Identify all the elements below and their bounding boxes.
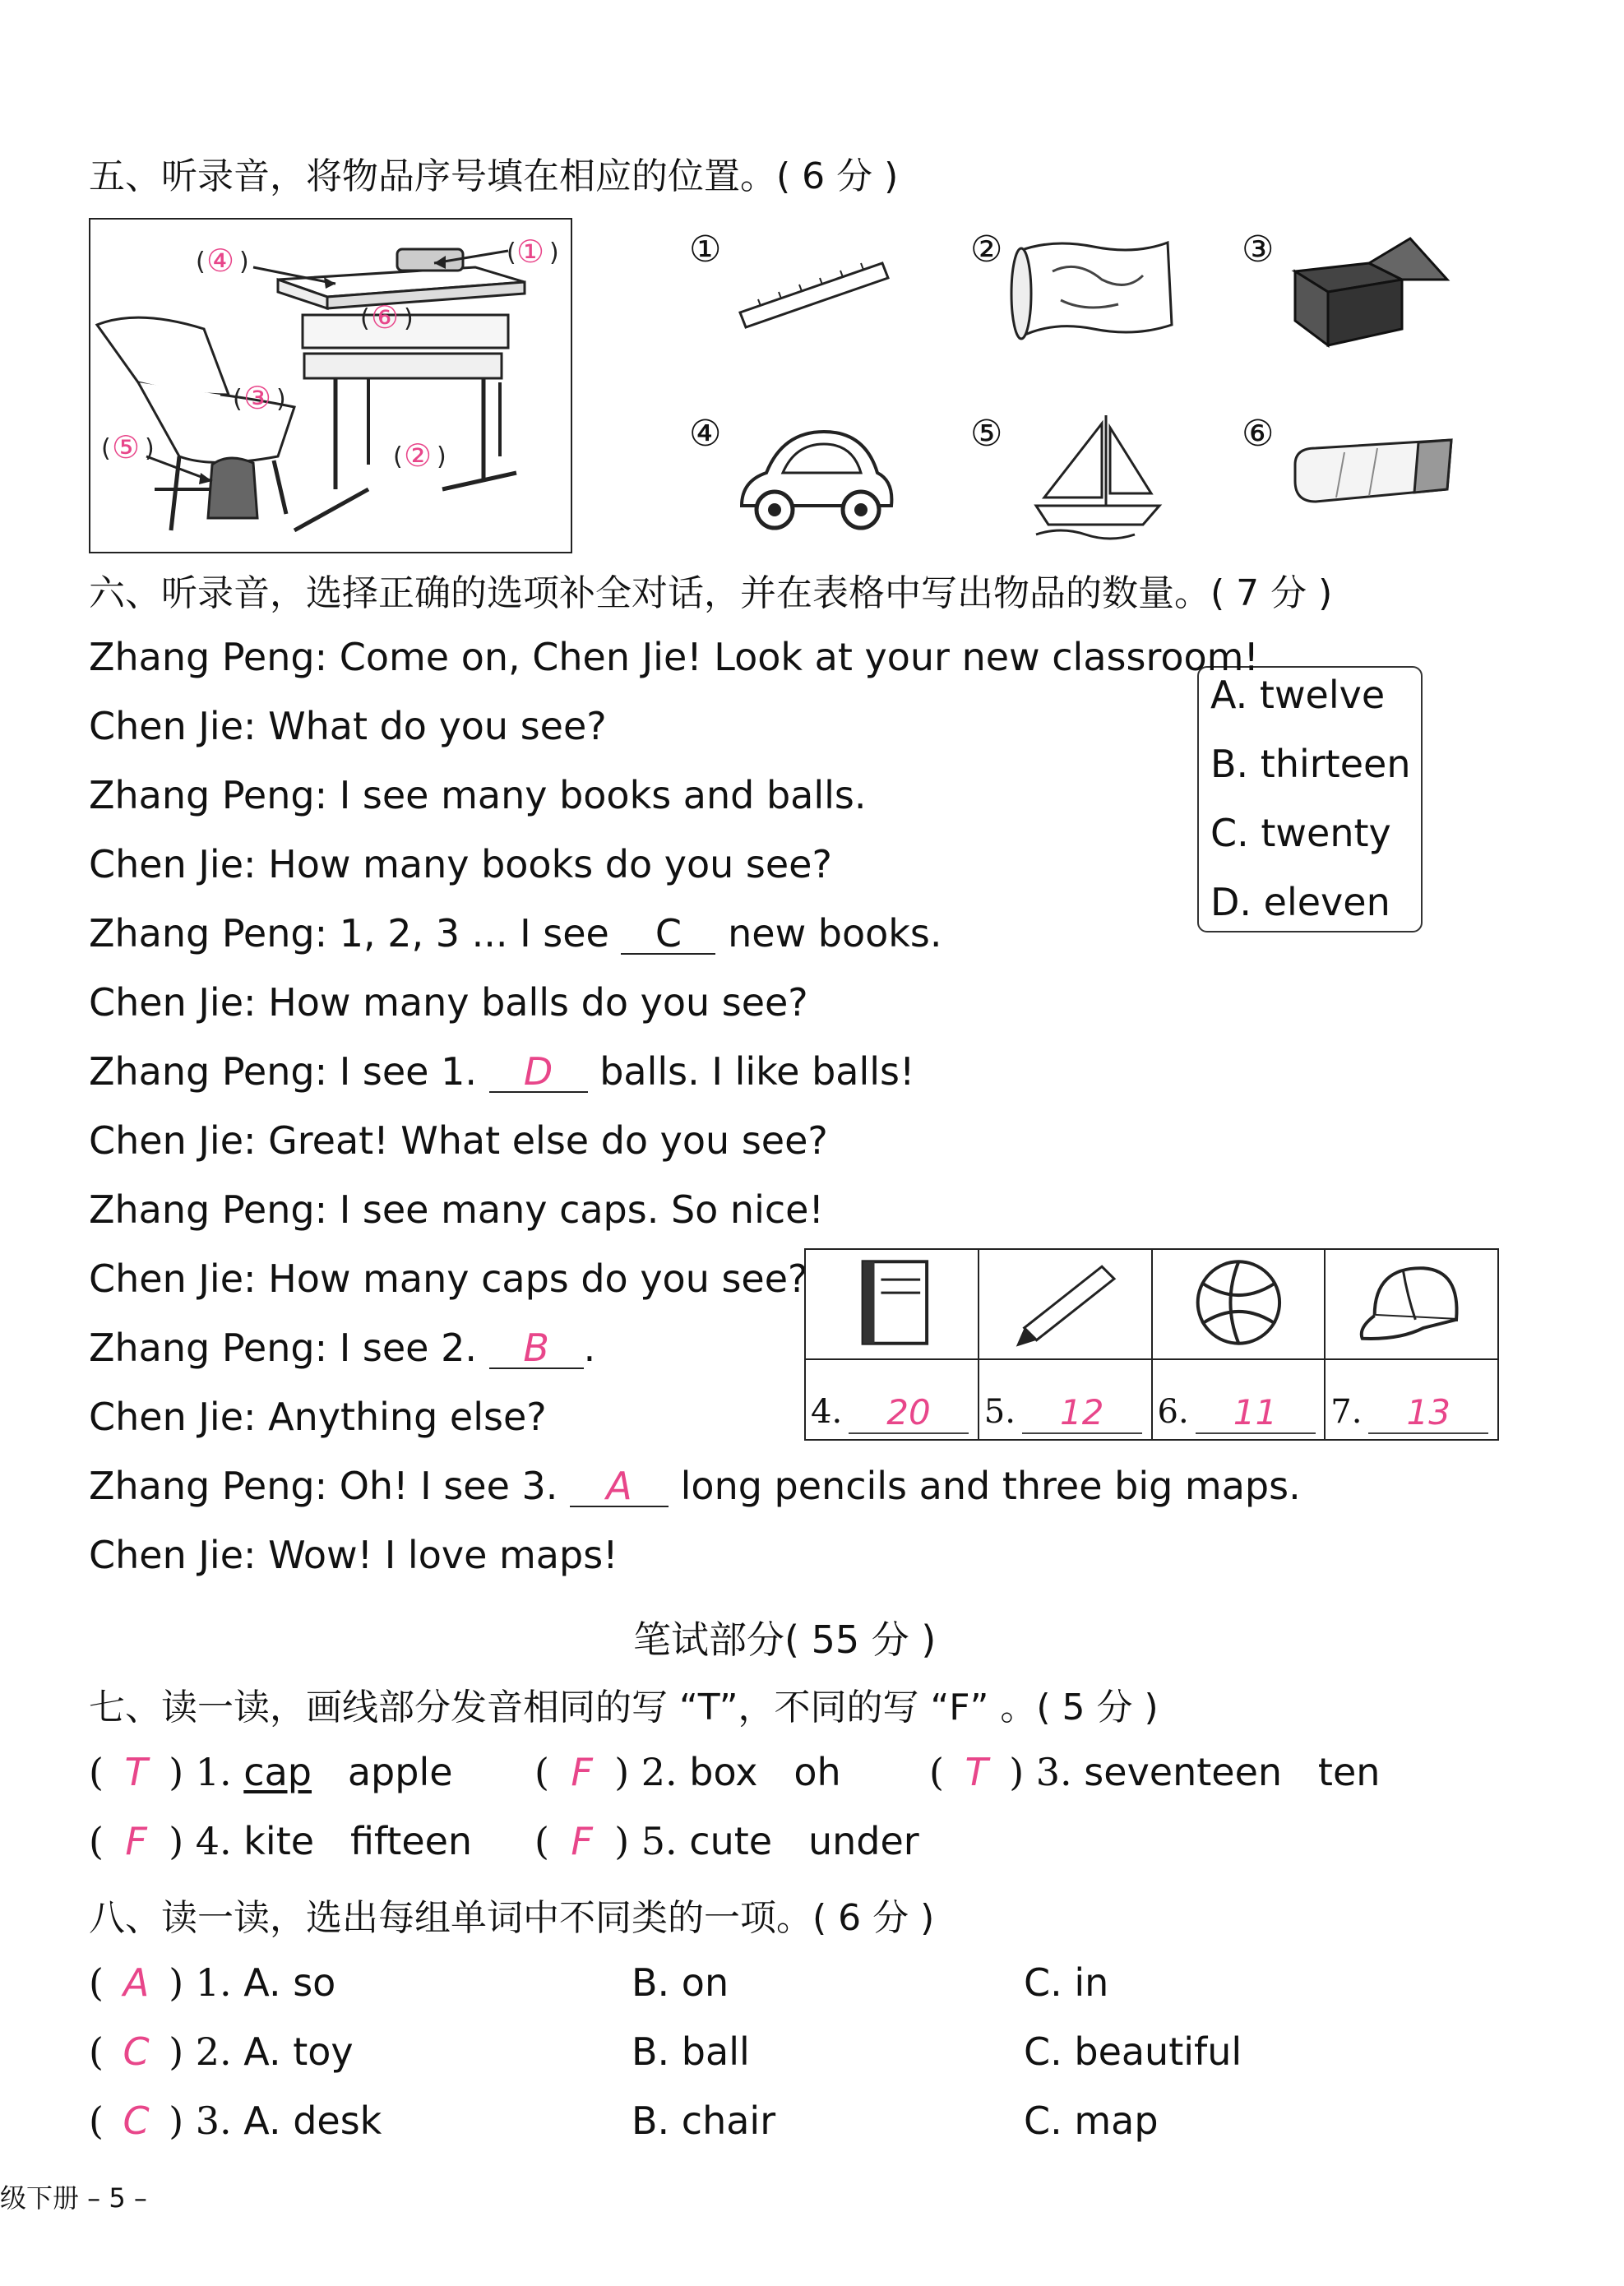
answer-blank-3[interactable]: A xyxy=(570,1466,669,1507)
svg-text:): ) xyxy=(437,442,446,471)
svg-text:(: ( xyxy=(233,385,243,414)
count-answer-4[interactable]: 20 xyxy=(849,1392,969,1434)
svg-text:): ) xyxy=(239,248,249,276)
dialogue-line-12: Chen Jie: Anything else? xyxy=(89,1395,547,1439)
section7-title: 七、读一读，画线部分发音相同的写 “T”，不同的写 “F” 。( 5 分 ) xyxy=(89,1687,1159,1728)
svg-text:(: ( xyxy=(101,434,111,463)
option-d: D. eleven xyxy=(1210,880,1390,924)
s7-q2: ( F ) 2. box oh xyxy=(534,1750,841,1794)
box-icon xyxy=(1287,230,1451,354)
s8-answer-1[interactable]: A xyxy=(123,1960,150,2005)
item-5-number: ⑤ xyxy=(970,413,1003,455)
dialogue-line-11: Zhang Peng: I see 2. B . xyxy=(89,1326,596,1370)
s8-q1-b: B. on xyxy=(632,1960,729,2005)
dialogue-line-9: Zhang Peng: I see many caps. So nice! xyxy=(89,1187,824,1232)
svg-text:(: ( xyxy=(360,304,370,333)
label-6: ⑥ xyxy=(371,299,400,335)
label-3: ③ xyxy=(243,380,272,416)
section5-title: 五、听录音，将物品序号填在相应的位置。( 6 分 ) xyxy=(89,155,899,197)
count-cell-4: 4. 20 xyxy=(805,1359,979,1440)
ball-icon xyxy=(1153,1250,1325,1355)
classroom-scene xyxy=(89,218,572,553)
count-table xyxy=(804,1248,1499,1441)
pencil-icon xyxy=(979,1250,1151,1355)
label-4: ④ xyxy=(206,243,235,279)
item-3-number: ③ xyxy=(1242,229,1275,271)
s7-q1: ( T ) 1. cap apple xyxy=(89,1750,453,1794)
s7-answer-2[interactable]: F xyxy=(571,1750,593,1794)
s8-q3-c: C. map xyxy=(1024,2099,1159,2143)
written-part-title: 笔试部分( 55 分 ) xyxy=(633,1617,937,1662)
item-6-number: ⑥ xyxy=(1242,413,1275,455)
s8-q3-b: B. chair xyxy=(632,2099,776,2143)
cap-cell xyxy=(1325,1249,1498,1359)
eraser-icon xyxy=(1279,432,1460,514)
boat-icon xyxy=(1028,411,1168,543)
s7-q4: ( F ) 4. kite fifteen xyxy=(89,1819,473,1863)
label-5: ⑤ xyxy=(112,429,141,465)
answer-blank-2[interactable]: B xyxy=(489,1328,584,1369)
option-a: A. twelve xyxy=(1210,673,1386,717)
svg-text:(: ( xyxy=(393,442,403,471)
section8-title: 八、读一读，选出每组单词中不同类的一项。( 6 分 ) xyxy=(89,1897,935,1939)
dialogue-line-7: Zhang Peng: I see 1. D balls. I like balls! xyxy=(89,1049,915,1094)
s8-answer-3[interactable]: C xyxy=(123,2099,150,2143)
s7-answer-4[interactable]: F xyxy=(125,1819,147,1863)
option-c: C. twenty xyxy=(1210,811,1391,855)
svg-text:): ) xyxy=(404,304,414,333)
count-answer-6[interactable]: 11 xyxy=(1196,1392,1316,1434)
dialogue-line-13: Zhang Peng: Oh! I see 3. A long pencils and three big maps. xyxy=(89,1464,1301,1508)
dialogue-line-4: Chen Jie: How many books do you see? xyxy=(89,842,832,886)
s8-q2: ( C ) 2. A. toy xyxy=(89,2029,354,2074)
s7-q5: ( F ) 5. cute under xyxy=(534,1819,919,1863)
count-answer-7[interactable]: 13 xyxy=(1368,1392,1488,1434)
pencil-cell xyxy=(979,1249,1152,1359)
s8-q3: ( C ) 3. A. desk xyxy=(89,2099,382,2143)
s8-q2-c: C. beautiful xyxy=(1024,2029,1242,2074)
svg-text:(: ( xyxy=(507,238,516,267)
s8-q2-b: B. ball xyxy=(632,2029,750,2074)
dialogue-line-8: Chen Jie: Great! What else do you see? xyxy=(89,1118,828,1163)
svg-text:): ) xyxy=(145,434,155,463)
book-cell xyxy=(805,1249,979,1359)
s8-q1: ( A ) 1. A. so xyxy=(89,1960,336,2005)
s7-answer-1[interactable]: T xyxy=(124,1750,148,1794)
ball-cell xyxy=(1152,1249,1326,1359)
s7-answer-5[interactable]: F xyxy=(571,1819,593,1863)
car-icon xyxy=(733,415,898,539)
dialogue-line-6: Chen Jie: How many balls do you see? xyxy=(89,980,808,1025)
count-answer-5[interactable]: 12 xyxy=(1022,1392,1142,1434)
count-cell-5: 5. 12 xyxy=(979,1359,1152,1440)
dialogue-line-3: Zhang Peng: I see many books and balls. xyxy=(89,773,867,817)
answer-blank-c[interactable]: C xyxy=(621,914,715,955)
dialogue-line-10: Chen Jie: How many caps do you see? xyxy=(89,1256,808,1301)
svg-text:): ) xyxy=(549,238,559,267)
s7-answer-3[interactable]: T xyxy=(965,1750,988,1794)
label-2: ② xyxy=(404,437,433,474)
item-1-number: ① xyxy=(689,229,722,271)
s8-q1-c: C. in xyxy=(1024,1960,1109,2005)
page-footer: 级下册 – 5 – xyxy=(0,2182,147,2214)
dialogue-line-5: Zhang Peng: 1, 2, 3 ... I see C new books. xyxy=(89,911,942,956)
svg-text:(: ( xyxy=(196,248,206,276)
ruler-icon xyxy=(736,255,892,329)
book-icon xyxy=(806,1250,978,1355)
answer-blank-1[interactable]: D xyxy=(489,1052,588,1093)
item-4-number: ④ xyxy=(689,413,722,455)
option-b: B. thirteen xyxy=(1210,742,1411,786)
map-icon xyxy=(1003,234,1184,349)
item-2-number: ② xyxy=(970,229,1003,271)
section6-title: 六、听录音，选择正确的选项补全对话，并在表格中写出物品的数量。( 7 分 ) xyxy=(89,572,1333,614)
svg-text:): ) xyxy=(276,385,286,414)
cap-icon xyxy=(1326,1250,1497,1355)
s8-answer-2[interactable]: C xyxy=(123,2029,150,2074)
dialogue-line-1: Zhang Peng: Come on, Chen Jie! Look at your new classroom! xyxy=(89,635,1259,679)
count-cell-6: 6. 11 xyxy=(1152,1359,1326,1440)
s7-q3: ( T ) 3. seventeen ten xyxy=(929,1750,1381,1794)
count-cell-7: 7. 13 xyxy=(1325,1359,1498,1440)
dialogue-line-14: Chen Jie: Wow! I love maps! xyxy=(89,1533,618,1577)
dialogue-line-2: Chen Jie: What do you see? xyxy=(89,704,607,748)
label-1: ① xyxy=(516,234,545,270)
options-box xyxy=(1197,666,1423,932)
